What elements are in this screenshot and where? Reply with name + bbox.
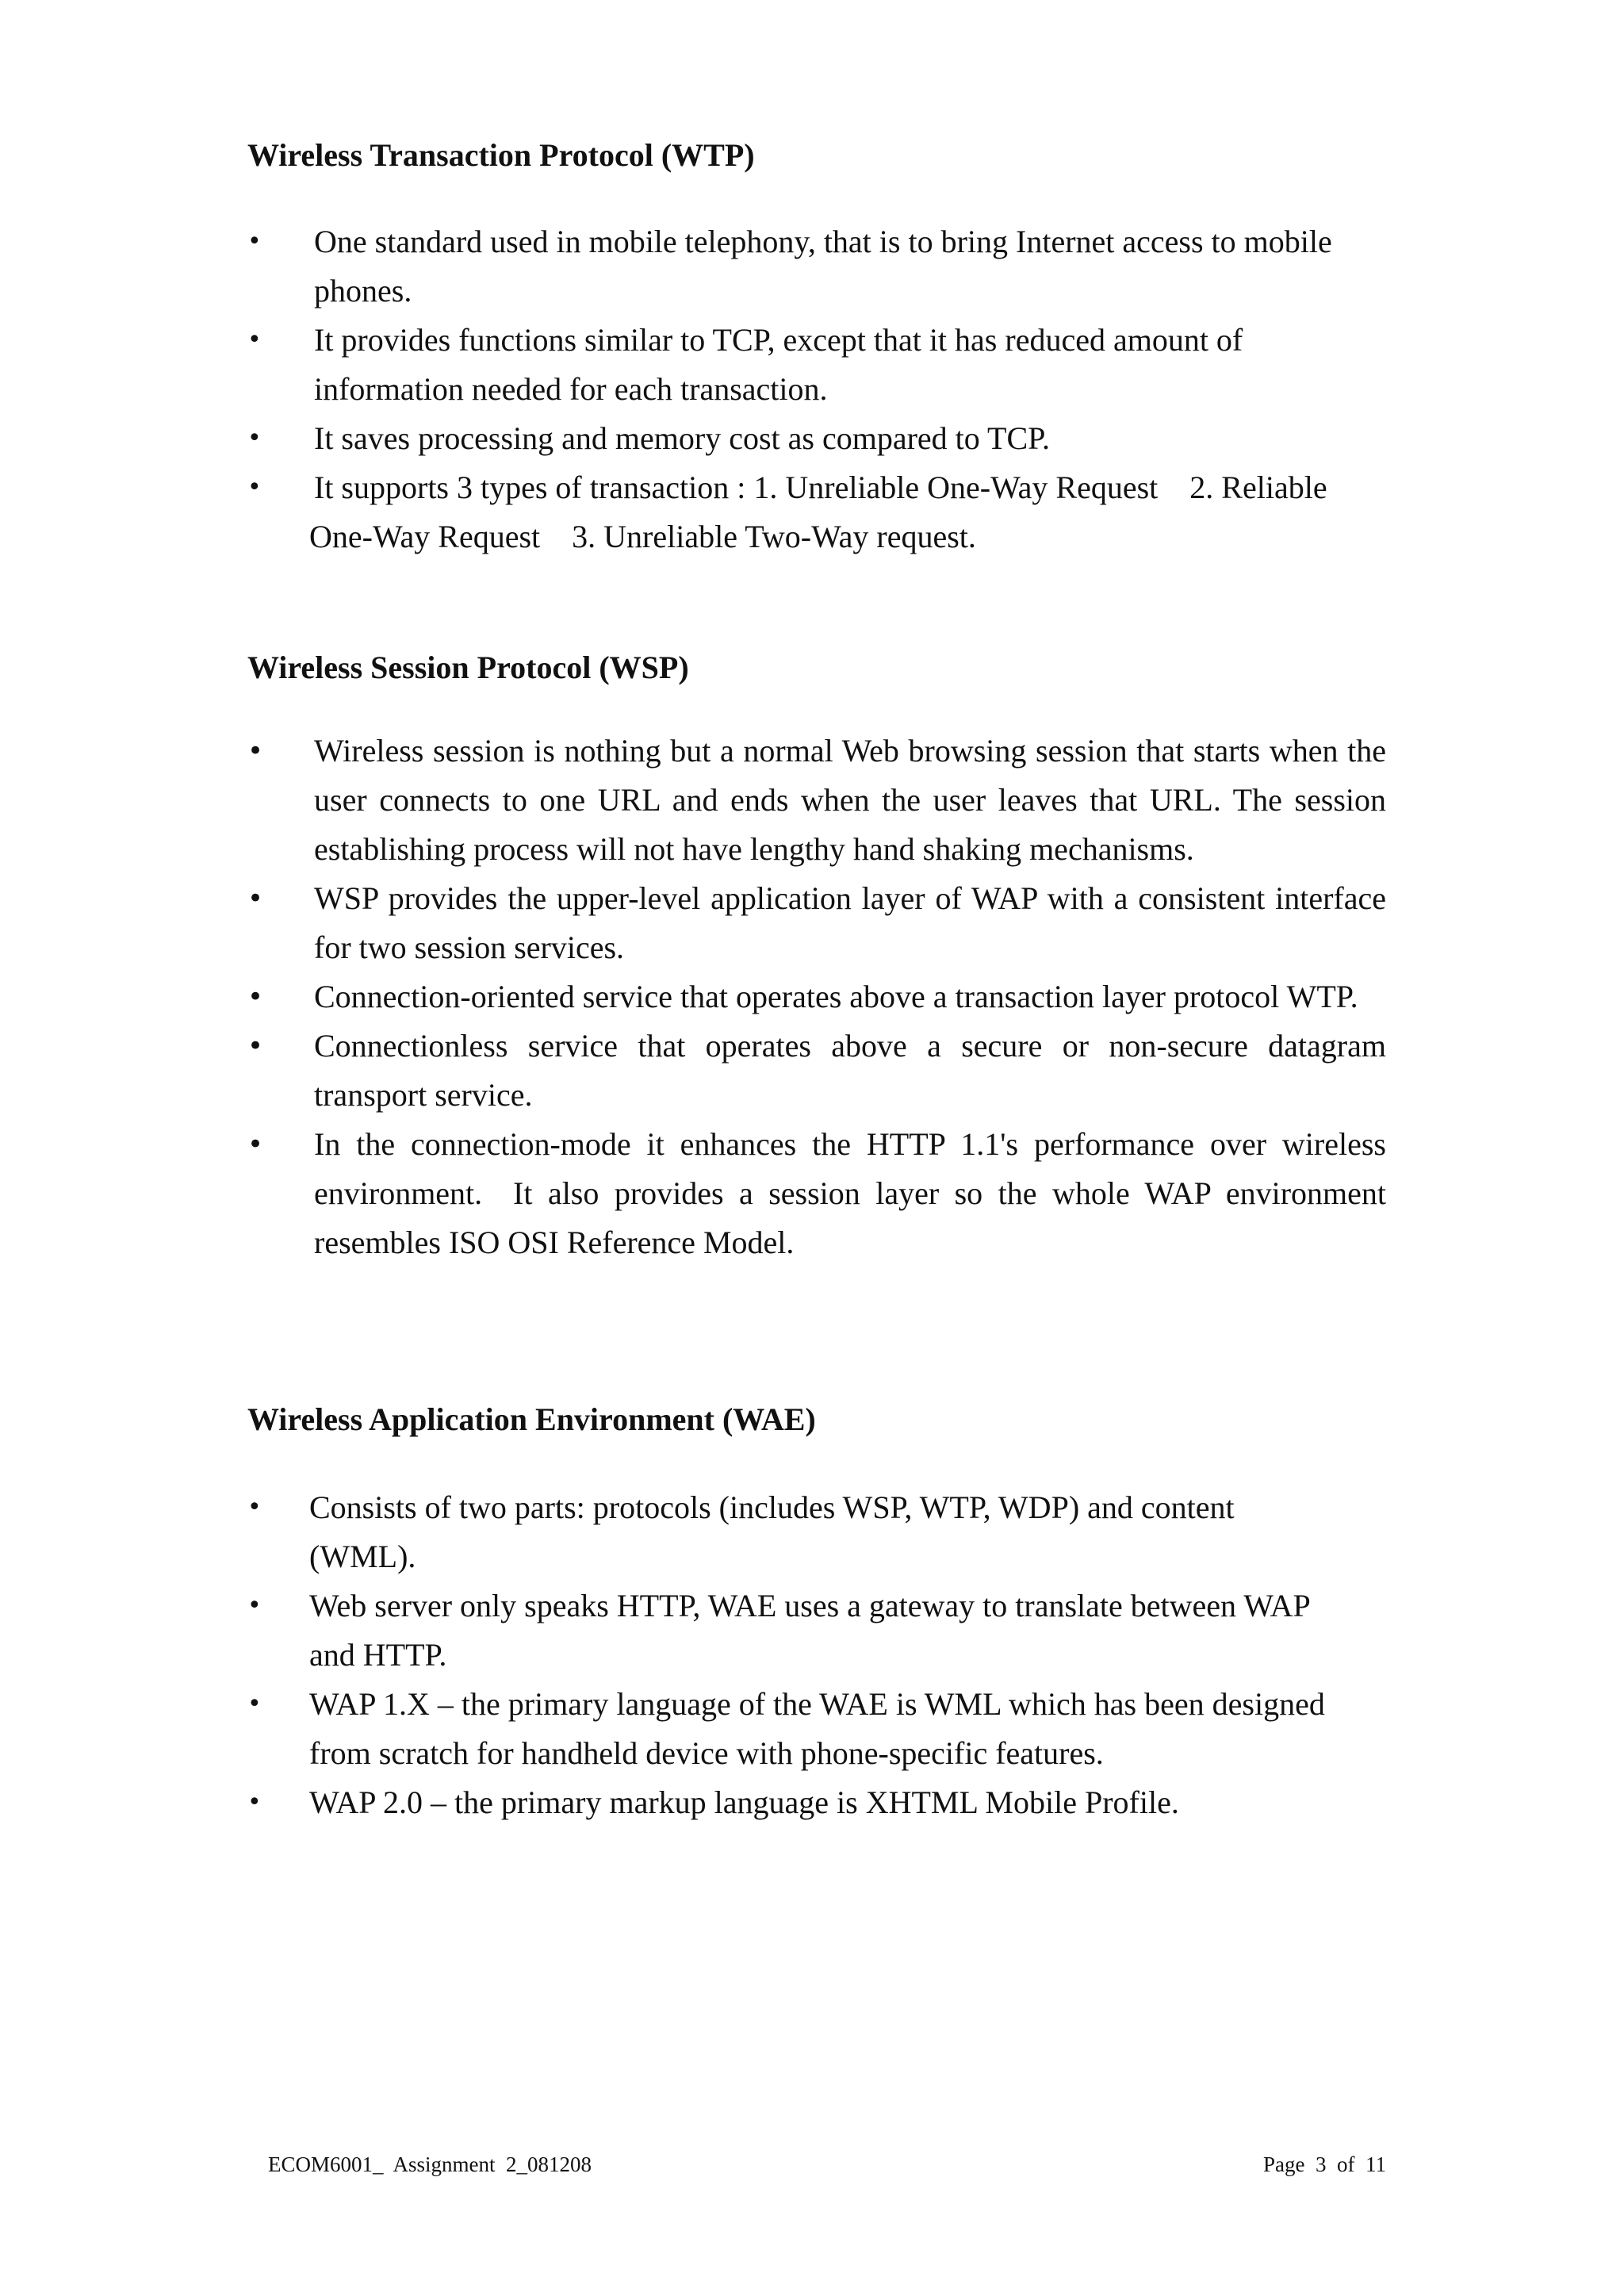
bullet-icon: •: [247, 473, 262, 501]
bullet-icon: •: [247, 981, 264, 1013]
footer-document-id: ECOM6001_ Assignment 2_081208: [268, 2152, 592, 2176]
section-title-wtp: Wireless Transaction Protocol (WTP): [247, 137, 755, 173]
list-item: [247, 316, 1389, 414]
list-item-text: WAP 1.X – the primary language of the WAE is WML which has been designed from scratch for handheld device with phone-specific features.: [309, 1686, 1325, 1771]
list-item: [247, 726, 1386, 874]
list-item-text: It provides functions similar to TCP, except that it has reduced amount of information needed for each transaction.: [314, 322, 1243, 407]
list-item: [247, 414, 1389, 463]
list-item-text: Consists of two parts: protocols (includes WSP, WTP, WDP) and content (WML).: [309, 1489, 1235, 1574]
bullet-icon: •: [247, 883, 264, 914]
footer-page-number: Page 3 of 11: [1263, 2152, 1386, 2176]
list-item: [247, 1581, 1358, 1680]
list-item-text: Connection-oriented service that operates above a transaction layer protocol WTP.: [314, 979, 1358, 1014]
wtp-bullet-list: [247, 217, 1389, 562]
list-item: [247, 1778, 1358, 1827]
list-item-text: Wireless session is nothing but a normal Web browsing session that starts when the user connects to one URL and ends when the user leaves that URL. The session establishing process will not have lengthy hand shaking mechanisms.: [314, 733, 1386, 867]
list-item: [247, 1022, 1386, 1120]
bullet-icon: •: [247, 424, 262, 452]
list-item-text: Web server only speaks HTTP, WAE uses a gateway to translate between WAP and HTTP.: [309, 1588, 1310, 1673]
list-item: [247, 874, 1386, 972]
list-item-text: WAP 2.0 – the primary markup language is XHTML Mobile Profile.: [309, 1784, 1179, 1820]
bullet-icon: •: [247, 1129, 264, 1160]
list-item-text-continuation: One-Way Request 3. Unreliable Two-Way request.: [309, 519, 976, 554]
list-item: [247, 1120, 1386, 1267]
list-item-text: Connectionless service that operates above a secure or non-secure datagram transport service.: [314, 1028, 1386, 1113]
bullet-icon: •: [247, 1690, 262, 1718]
list-item: [247, 1483, 1358, 1581]
list-item-text: It supports 3 types of transaction : 1. Unreliable One-Way Request 2. Reliable: [314, 470, 1327, 505]
wae-bullet-list: [247, 1483, 1358, 1827]
bullet-icon: •: [247, 735, 264, 767]
list-item: [247, 972, 1386, 1022]
list-item: [247, 217, 1389, 316]
list-item-text: One standard used in mobile telephony, that is to bring Internet access to mobile phones.: [314, 224, 1332, 309]
list-item: [247, 1680, 1358, 1778]
bullet-icon: •: [247, 326, 262, 354]
list-item-text: It saves processing and memory cost as compared to TCP.: [314, 420, 1050, 456]
section-title-wae: Wireless Application Environment (WAE): [247, 1401, 816, 1437]
bullet-icon: •: [247, 228, 262, 255]
list-item-text: WSP provides the upper-level application layer of WAP with a consistent interface for two session services.: [314, 880, 1386, 965]
list-item: [247, 463, 1389, 562]
bullet-icon: •: [247, 1788, 262, 1816]
wsp-bullet-list: [247, 726, 1386, 1267]
section-title-wsp: Wireless Session Protocol (WSP): [247, 650, 689, 685]
bullet-icon: •: [247, 1493, 262, 1521]
bullet-icon: •: [247, 1592, 262, 1619]
bullet-icon: •: [247, 1030, 264, 1062]
list-item-text: In the connection-mode it enhances the HTTP 1.1's performance over wireless environment. It also provides a session layer so the whole WAP environment resembles ISO OSI Reference Model.: [314, 1126, 1386, 1260]
